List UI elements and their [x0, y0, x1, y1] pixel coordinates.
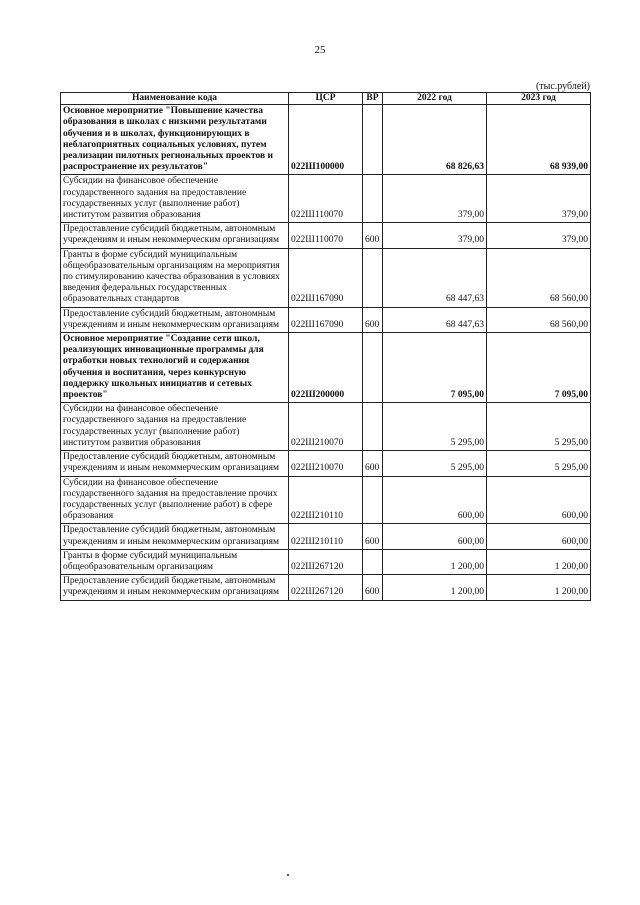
cell-2022: 5 295,00 [383, 403, 487, 451]
table-row [61, 333, 591, 403]
cell-2023: 68 560,00 [487, 248, 591, 307]
cell-2022: 68 447,63 [383, 307, 487, 332]
cell-2022: 1 200,00 [383, 575, 487, 600]
header-2022: 2022 год [383, 93, 487, 105]
cell-vr: 600 [363, 223, 383, 248]
units-label: (тыс.рублей) [535, 81, 590, 92]
table-row [61, 575, 591, 600]
cell-2023: 600,00 [487, 524, 591, 549]
table-row [61, 549, 591, 574]
cell-vr: 600 [363, 451, 383, 476]
header-vr: ВР [363, 93, 383, 105]
cell-2023: 600,00 [487, 476, 591, 524]
cell-name: Субсидии на финансовое обеспечение государственного задания на предоставление прочих государственных услуг (выполнение работ) в сфере образования [61, 476, 289, 524]
table-row [61, 248, 591, 307]
cell-2023: 5 295,00 [487, 451, 591, 476]
page-number: 25 [314, 44, 326, 56]
table-row [61, 223, 591, 248]
cell-name: Предоставление субсидий бюджетным, автономным учреждениям и иным некоммерческим организациям [61, 524, 289, 549]
cell-name: Основное мероприятие "Повышение качества образования в школах с низкими результатами обучения и в школах, функционирующих в неблагоприятных социальных условиях, путем реализации пилотных региональных проектов и распространение их результатов" [61, 105, 289, 175]
cell-2022: 379,00 [383, 175, 487, 223]
cell-csr: 022Ш100000 [289, 105, 363, 175]
table-row [61, 175, 591, 223]
cell-2022: 600,00 [383, 476, 487, 524]
table-row [61, 476, 591, 524]
cell-csr: 022Ш210070 [289, 403, 363, 451]
cell-vr: 600 [363, 575, 383, 600]
cell-2022: 68 447,63 [383, 248, 487, 307]
table-row [61, 451, 591, 476]
cell-vr [363, 248, 383, 307]
cell-2022: 5 295,00 [383, 451, 487, 476]
cell-name: Предоставление субсидий бюджетным, автономным учреждениям и иным некоммерческим организациям [61, 451, 289, 476]
table-header-row [61, 93, 591, 105]
cell-csr: 022Ш267120 [289, 549, 363, 574]
scan-dot [287, 874, 289, 876]
budget-table [60, 92, 591, 601]
cell-name: Субсидии на финансовое обеспечение государственного задания на предоставление государственных услуг (выполнение работ) институтом развития образования [61, 403, 289, 451]
cell-vr: 600 [363, 307, 383, 332]
cell-vr [363, 549, 383, 574]
cell-name: Предоставление субсидий бюджетным, автономным учреждениям и иным некоммерческим организациям [61, 223, 289, 248]
cell-csr: 022Ш167090 [289, 307, 363, 332]
header-name: Наименование кода [61, 93, 289, 105]
cell-2023: 68 560,00 [487, 307, 591, 332]
cell-2023: 7 095,00 [487, 333, 591, 403]
cell-csr: 022Ш110070 [289, 175, 363, 223]
cell-vr [363, 333, 383, 403]
cell-2023: 379,00 [487, 223, 591, 248]
cell-name: Предоставление субсидий бюджетным, автономным учреждениям и иным некоммерческим организациям [61, 307, 289, 332]
cell-2023: 1 200,00 [487, 549, 591, 574]
cell-csr: 022Ш210070 [289, 451, 363, 476]
cell-csr: 022Ш110070 [289, 223, 363, 248]
cell-2022: 68 826,63 [383, 105, 487, 175]
cell-2023: 5 295,00 [487, 403, 591, 451]
header-csr: ЦСР [289, 93, 363, 105]
cell-2022: 379,00 [383, 223, 487, 248]
cell-2022: 7 095,00 [383, 333, 487, 403]
cell-vr [363, 403, 383, 451]
cell-csr: 022Ш210110 [289, 476, 363, 524]
cell-csr: 022Ш167090 [289, 248, 363, 307]
cell-csr: 022Ш267120 [289, 575, 363, 600]
cell-vr: 600 [363, 524, 383, 549]
cell-name: Предоставление субсидий бюджетным, автономным учреждениям и иным некоммерческим организациям [61, 575, 289, 600]
cell-vr [363, 105, 383, 175]
cell-vr [363, 476, 383, 524]
cell-csr: 022Ш210110 [289, 524, 363, 549]
cell-2023: 1 200,00 [487, 575, 591, 600]
cell-2023: 68 939,00 [487, 105, 591, 175]
table-body [61, 105, 591, 600]
table-row [61, 524, 591, 549]
cell-name: Гранты в форме субсидий муниципальным общеобразовательным организациям на мероприятия по стимулированию качества образования в условиях введения федеральных государственных образовательных стандартов [61, 248, 289, 307]
cell-csr: 022Ш200000 [289, 333, 363, 403]
cell-2023: 379,00 [487, 175, 591, 223]
cell-vr [363, 175, 383, 223]
table-row [61, 105, 591, 175]
cell-name: Субсидии на финансовое обеспечение государственного задания на предоставление государственных услуг (выполнение работ) институтом развития образования [61, 175, 289, 223]
cell-2022: 600,00 [383, 524, 487, 549]
table-row [61, 307, 591, 332]
header-2023: 2023 год [487, 93, 591, 105]
table-row [61, 403, 591, 451]
cell-name: Гранты в форме субсидий муниципальным общеобразовательным организациям [61, 549, 289, 574]
cell-2022: 1 200,00 [383, 549, 487, 574]
cell-name: Основное мероприятие "Создание сети школ, реализующих инновационные программы для отработки новых технологий и содержания обучения и воспитания, через конкурсную поддержку школьных инициатив и сетевых проектов" [61, 333, 289, 403]
